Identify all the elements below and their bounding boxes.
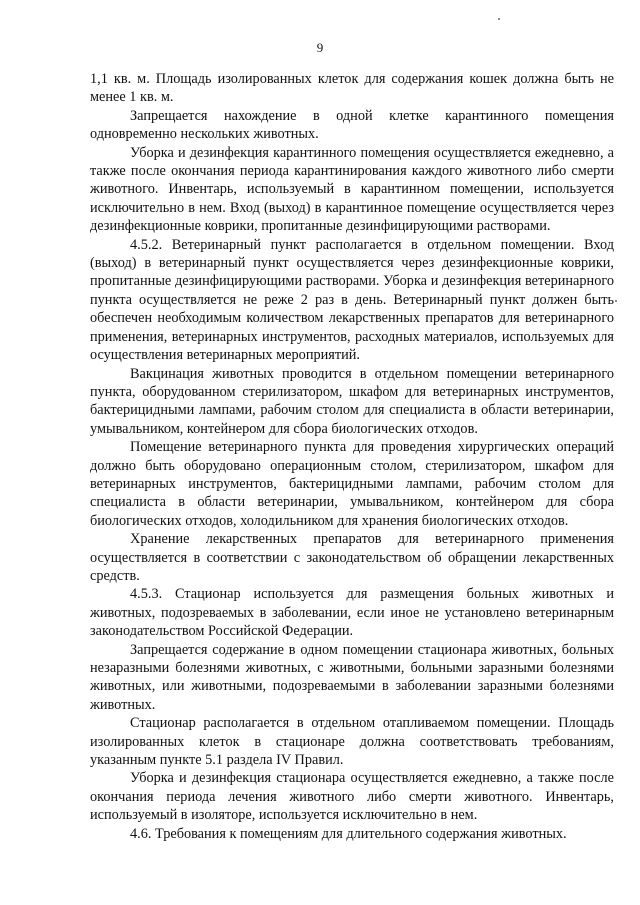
paragraph: 4.5.3. Стационар используется для размещения больных животных и животных, подозреваемых в заболевании, если иное не установлено ветеринарным законодательством Российской Федерации.	[90, 586, 614, 640]
scan-speck	[615, 300, 617, 302]
paragraph: Запрещается содержание в одном помещении стационара животных, больных незаразными болезнями животных, с животными, больными заразными болезнями животных, или животными, подозреваемыми в заболевании заразными болезнями животных.	[90, 641, 614, 713]
paragraph: Хранение лекарственных препаратов для ветеринарного применения осуществляется в соответствии с законодательством об обращении лекарственных средств.	[90, 531, 614, 584]
paragraph: Уборка и дезинфекция карантинного помещения осуществляется ежедневно, а также после окончания периода карантинирования каждого животного либо смерти животного. Инвентарь, используемый в карантинном помещении, используется исключительно в нем. Вход (выход) в карантинное помещение осуществляется через дезинфекционные коврики, пропитанные дезинфицирующими растворами.	[90, 144, 614, 235]
scan-speck	[498, 18, 500, 20]
document-body	[90, 70, 614, 843]
paragraph: 4.5.2. Ветеринарный пункт располагается в отдельном помещении. Вход (выход) в ветеринарный пункт осуществляется через дезинфекционные коврики, пропитанные дезинфицирующими растворами. Уборка и дезинфекция ветеринарного пункта осуществляется не реже 2 раз в день. Ветеринарный пункт должен быть обеспечен необходимым количеством лекарственных препаратов для ветеринарного применения, ветеринарных инструментов, расходных материалов, используемых для осуществления ветеринарных мероприятий.	[90, 236, 614, 364]
paragraph: Уборка и дезинфекция стационара осуществляется ежедневно, а также после окончания периода лечения животного либо смерти животного. Инвентарь, используемый в изоляторе, используется исключительно в нем.	[90, 770, 614, 824]
paragraph: Стационар располагается в отдельном отапливаемом помещении. Площадь изолированных клеток в стационаре должна соответствовать требованиям, указанным пункте 5.1 раздела IV Правил.	[90, 715, 614, 769]
paragraph: 4.6. Требования к помещениям для длительного содержания животных.	[130, 825, 567, 842]
paragraph: Вакцинация животных проводится в отдельном помещении ветеринарного пункта, оборудованном стерилизатором, шкафом для ветеринарных инструментов, бактерицидными лампами, рабочим столом для специалиста в области ветеринарии, умывальником, контейнером для сбора биологических отходов.	[90, 365, 614, 437]
paragraph: Помещение ветеринарного пункта для проведения хирургических операций должно быть оборудовано операционным столом, стерилизатором, шкафом для ветеринарных инструментов, бактерицидными лампами, рабочим столом для специалиста в области ветеринарии, умывальником, контейнером для сбора биологических отходов, холодильником для хранения биологических отходов.	[90, 439, 614, 529]
paragraph: 1,1 кв. м. Площадь изолированных клеток для содержания кошек должна быть не менее 1 кв. м.	[90, 71, 614, 106]
paragraph: Запрещается нахождение в одной клетке карантинного помещения одновременно нескольких животных.	[90, 107, 614, 143]
page-number: 9	[316, 40, 324, 55]
